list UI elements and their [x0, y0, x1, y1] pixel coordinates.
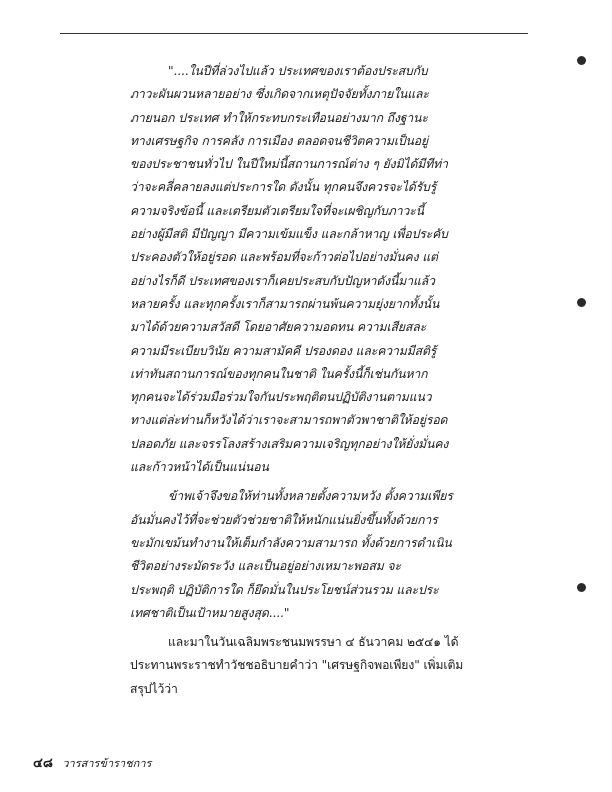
text-line: อย่างไรก็ดี ประเทศของเราก็เคยประสบกับปัญหาดังนี้มาแล้ว — [130, 273, 435, 288]
text-line: ของประชาชนทั่วไป ในปีใหม่นี้สถานการณ์ต่าง ๆ ยังมิได้มีทีท่า — [130, 157, 448, 172]
page-footer — [33, 752, 151, 773]
quote-paragraph-1 — [130, 60, 475, 479]
text-line: "....ในปีที่ล่วงไปแล้ว ประเทศของเราต้องประสบกับ — [168, 64, 428, 78]
text-line: ประพฤติ ปฏิบัติการใด ก็ยึดมั่นในประโยชน์ส่วนรวม และประ — [130, 582, 439, 597]
text-line: หลายครั้ง และทุกครั้งเราก็สามารถผ่านพ้นความยุ่งยากทั้งนั้น — [130, 296, 440, 311]
body-text — [130, 60, 475, 701]
text-line: ความจริงข้อนี้ และเตรียมตัวเตรียมใจที่จะเผชิญกับภาวะนี้ — [130, 203, 424, 218]
text-line: ภาวะผันผวนหลายอย่าง ซึ่งเกิดจากเหตุปัจจัยทั้งภายในและ — [130, 87, 429, 102]
text-line: ประคองตัวให้อยู่รอด และพร้อมที่จะก้าวต่อไปอย่างมั่นคง แต่ — [130, 250, 438, 265]
publication-name: วารสารข้าราชการ — [62, 757, 152, 770]
text-line: และมาในวันเฉลิมพระชนมพรรษา ๔ ธันวาคม ๒๕๔๑ ได้ — [168, 635, 459, 650]
binder-hole-top — [577, 56, 586, 65]
binder-hole-bottom — [577, 583, 586, 592]
text-line: ความมีระเบียบวินัย ความสามัคคี ปรองดอง และความมีสติรู้ — [130, 343, 437, 358]
binder-hole-middle — [577, 298, 586, 307]
text-line: ว่าจะคลี่คลายลงแต่ประการใด ดังนั้น ทุกคนจึงควรจะได้รับรู้ — [130, 180, 437, 195]
text-line: ทุกคนจะได้ร่วมมือร่วมใจกันประพฤติตนปฏิบัติงานตามแนว — [130, 390, 432, 405]
text-line: สรุปไว้ว่า — [130, 681, 178, 696]
text-line: ชีวิตอย่างระมัดระวัง และเป็นอยู่อย่างเหมาะพอสม จะ — [130, 559, 401, 574]
text-line: ภายนอก ประเทศ ทำให้กระทบกระเทือนอย่างมาก ถึงฐานะ — [130, 110, 428, 125]
text-line: อย่างผู้มีสติ มีปัญญา มีความเข้มแข็ง และกล้าหาญ เพื่อประคับ — [130, 227, 448, 242]
text-line: ประทานพระราชทำวัชชอธิบายคำว่า "เศรษฐกิจพอเพียง" เพิ่มเติม — [130, 658, 464, 673]
text-line: ข้าพเจ้าจึงขอให้ท่านทั้งหลายตั้งความหวัง ตั้งความเพียร — [168, 489, 453, 504]
text-line: อันมั่นคงไว้ที่จะช่วยตัวช่วยชาติให้หนักแน่นยิ่งขึ้นทั้งด้วยการ — [130, 512, 438, 527]
top-rule — [60, 33, 528, 34]
text-line: เท่าทันสถานการณ์ของทุกคนในชาติ ในครั้งนี้ก็เช่นกันหาก — [130, 366, 428, 381]
text-line: ขะมักเขม้นทำงานให้เต็มกำลังความสามารถ ทั้งด้วยการดำเนิน — [130, 535, 452, 550]
text-line: ทางแต่ล่ะท่านก็หวังได้ว่าเราจะสามารถพาตัวพาชาติให้อยู่รอด — [130, 413, 448, 428]
text-line: ปลอดภัย และจรรโลงสร้างเสริมความเจริญทุกอย่างให้ยั่งมั่นคง — [130, 436, 449, 451]
text-line: และก้าวหน้าได้เป็นแน่นอน — [130, 460, 269, 475]
text-line: เทศชาติเป็นเป้าหมายสูงสุด...." — [130, 605, 290, 620]
page-number: ๔๘ — [33, 756, 53, 771]
text-line: ทางเศรษฐกิจ การคลัง การเมือง ตลอดจนชีวิตความเป็นอยู่ — [130, 133, 429, 148]
closing-paragraph — [130, 631, 475, 701]
text-line: มาได้ด้วยความสวัสดี โดยอาศัยความอดทน ความเสียสละ — [130, 320, 427, 335]
quote-paragraph-2 — [130, 485, 475, 625]
